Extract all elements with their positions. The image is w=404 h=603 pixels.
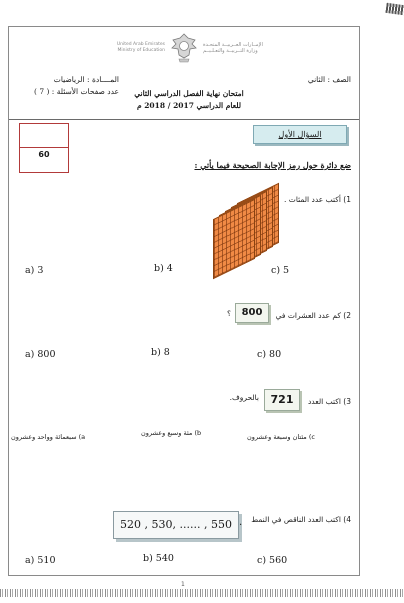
pages-count-label: عدد صفحات الأسئلة : ( 7 ) bbox=[34, 87, 119, 96]
q2-option-b[interactable]: b) 8 bbox=[151, 347, 170, 358]
grade-label: الصف : الثاني bbox=[307, 75, 351, 84]
ministry-en-line2: Ministry of Education bbox=[117, 48, 165, 53]
sequence-box: 520 , 530, ...... , 550 bbox=[113, 511, 239, 539]
q3-option-b[interactable]: مئة وسبع وعشرون (b bbox=[141, 429, 202, 437]
ministry-name-arabic bbox=[203, 42, 269, 54]
section-instruction: ضع دائرة حول رمز الإجابة الصحيحة فيما يأتي : bbox=[194, 160, 351, 170]
q3-option-c[interactable]: مئتان وسبعة وعشرون (c bbox=[247, 433, 315, 441]
section-title: السؤال الأول bbox=[253, 125, 347, 144]
q4-option-c[interactable]: c) 560 bbox=[257, 555, 288, 566]
q3-option-a[interactable]: سبعمائة وواحد وعشرون (a bbox=[11, 433, 86, 441]
question-1-label: 1) أكتب عدد المئات . bbox=[284, 195, 351, 204]
question-4-label: 4) اكتب العدد الناقص في النمط bbox=[251, 515, 351, 524]
exam-header bbox=[9, 27, 359, 120]
score-divider bbox=[20, 147, 68, 148]
q4-option-a[interactable]: a) 510 bbox=[25, 555, 56, 566]
q4-option-b[interactable]: b) 540 bbox=[143, 553, 174, 564]
score-value: 60 bbox=[38, 150, 50, 159]
question-3-suffix: بالحروف. bbox=[229, 393, 259, 402]
question-3-label: 3) اكتب العدد bbox=[307, 397, 351, 406]
page-number: 1 bbox=[181, 581, 185, 588]
q1-option-b[interactable]: b) 4 bbox=[154, 263, 173, 274]
ministry-ar-line1: الإمــارات العــربيــة المتحـدة bbox=[203, 42, 263, 48]
exam-title: امتحان نهاية الفصل الدراسي الثاني bbox=[134, 89, 244, 98]
question-2-number: 800 bbox=[235, 303, 269, 323]
ministry-en-line1: United Arab Emirates bbox=[116, 42, 165, 47]
question-2-mark: ؟ bbox=[227, 309, 231, 318]
exam-page bbox=[8, 26, 360, 588]
question-3-number: 721 bbox=[264, 389, 300, 411]
academic-year: للعام الدراسي 2017 / 2018 م bbox=[136, 101, 242, 110]
hundreds-blocks-image bbox=[209, 191, 283, 269]
ministry-ar-line2: وزارة التــربيــة والتعـلـيــم bbox=[203, 48, 258, 54]
q2-option-a[interactable]: a) 800 bbox=[25, 349, 56, 360]
subject-label: المــــادة : الرياضيات bbox=[53, 75, 119, 84]
q1-option-a[interactable]: a) 3 bbox=[25, 265, 44, 276]
uae-emblem-icon bbox=[169, 31, 199, 65]
question-2-label: 2) كم عدد العشرات في bbox=[275, 311, 351, 320]
scan-mark bbox=[385, 3, 404, 15]
scan-edge-strip bbox=[0, 589, 404, 597]
ministry-name-english bbox=[107, 42, 165, 54]
score-box bbox=[19, 123, 69, 173]
sequence-period: . bbox=[239, 517, 243, 528]
q1-option-c[interactable]: c) 5 bbox=[271, 265, 290, 276]
hundred-plate bbox=[213, 199, 255, 279]
q2-option-c[interactable]: c) 80 bbox=[257, 349, 282, 360]
